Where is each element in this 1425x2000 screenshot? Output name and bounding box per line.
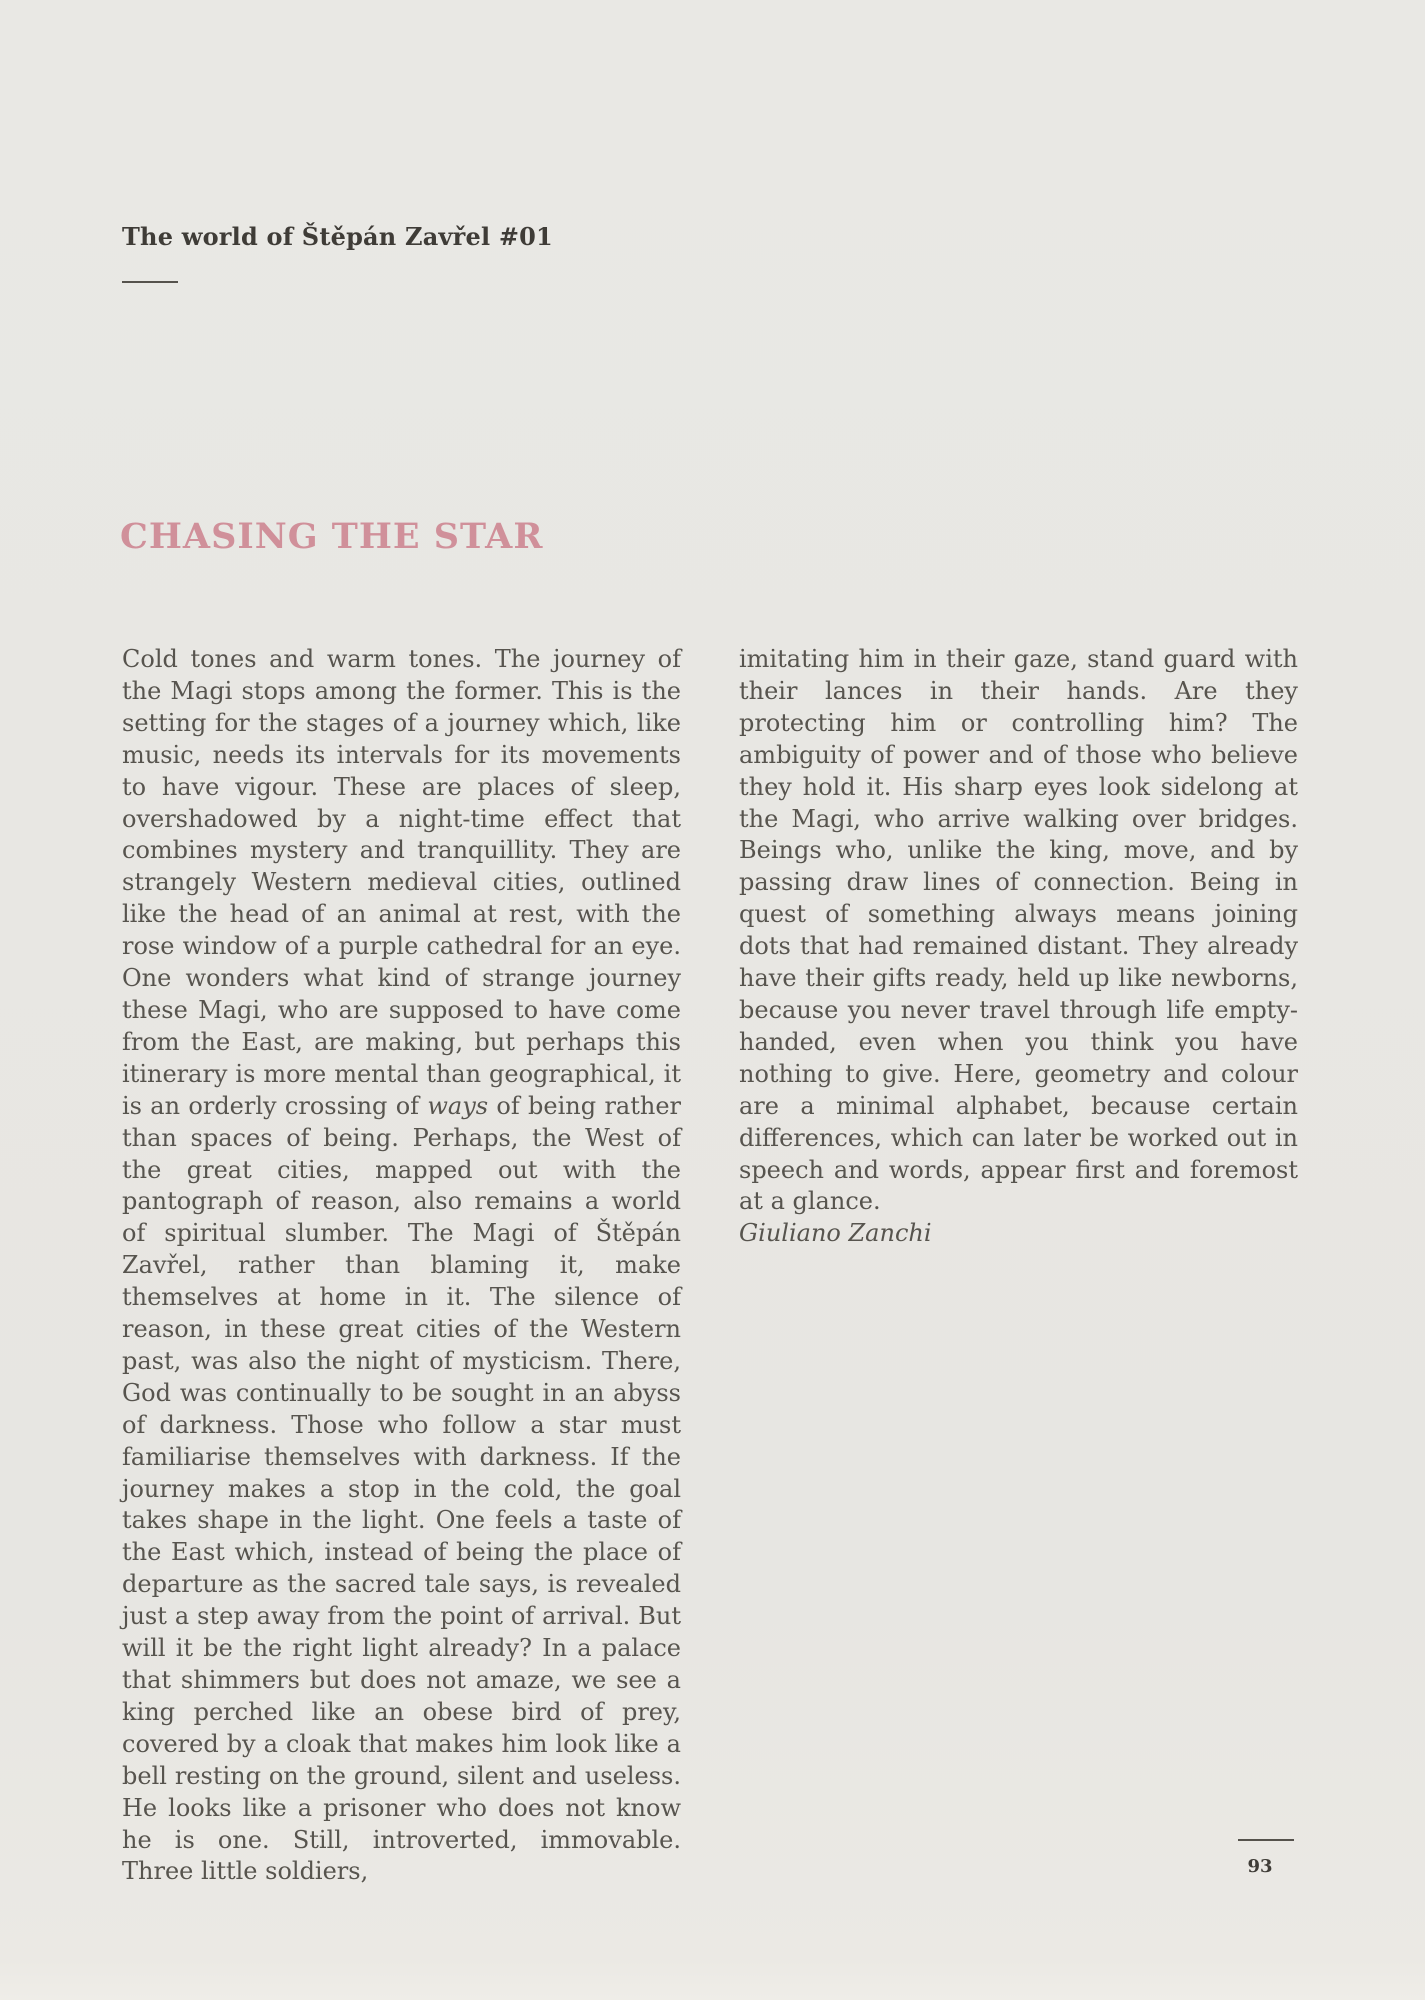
article-body bbox=[122, 644, 1298, 1888]
page-number-rule-divider bbox=[1238, 1839, 1294, 1841]
series-label: The world of Štěpán Zavřel #01 bbox=[122, 222, 553, 251]
text-column-left bbox=[122, 644, 681, 1888]
right-column-paragraph: imitating him in their gaze, stand guard with their lances in their hands. Are they protecting him or controlling him? The ambiguity of power and of those who believe they hold it. His sharp eyes look sidelong at the Magi, who arrive walking over bridges. Beings who, unlike the king, move, and by passing draw lines of connection. Being in quest of something always means joining dots that had remained distant. They already have their gifts ready, held up like newborns, because you never travel through life empty-handed, even when you think you have nothing to give. Here, geometry and colour are a minimal alphabet, because certain differences, which can later be worked out in speech and words, appear first and foremost at a glance. bbox=[739, 645, 1298, 1216]
left-text-before-italic: Cold tones and warm tones. The journey of the Magi stops among the former. This is the setting for the stages of a journey which, like music, needs its intervals for its movements to have vigour. These are places of sleep, overshadowed by a night-time effect that combines mystery and tranquillity. They are strangely Western medieval cities, outlined like the head of an animal at rest, with the rose window of a purple cathedral for an eye. One wonders what kind of strange journey these Magi, who are supposed to have come from the East, are making, but perhaps this itinerary is more mental than geographical, it is an orderly crossing of bbox=[122, 645, 681, 1120]
left-text-after-italic: of being rather than spaces of being. Perhaps, the West of the great cities, mapped out with the pantograph of reason, also remains a world of spiritual slumber. The Magi of Štěpán Zavřel, rather than blaming it, make themselves at home in it. The silence of reason, in these great cities of the Western past, was also the night of mysticism. There, God was continually to be sought in an abyss of darkness. Those who follow a star must familiarise themselves with darkness. If the journey makes a stop in the cold, the goal takes shape in the light. One feels a taste of the East which, instead of being the place of departure as the sacred tale says, is revealed just a step away from the point of arrival. But will it be the right light already? In a palace that shimmers but does not amaze, we see a king perched like an obese bird of prey, covered by a cloak that makes him look like a bell resting on the ground, silent and useless. He looks like a prisoner who does not know he is one. Still, introverted, immovable. Three little soldiers, bbox=[122, 1091, 681, 1886]
text-column-right bbox=[739, 644, 1298, 1888]
page-title: CHASING THE STAR bbox=[120, 516, 544, 557]
author-byline: Giuliano Zanchi bbox=[739, 1219, 932, 1248]
left-column-paragraph bbox=[122, 644, 681, 1888]
italic-word-ways: ways bbox=[427, 1091, 489, 1120]
page-number: 93 bbox=[1247, 1856, 1273, 1877]
series-rule-divider bbox=[122, 281, 178, 283]
